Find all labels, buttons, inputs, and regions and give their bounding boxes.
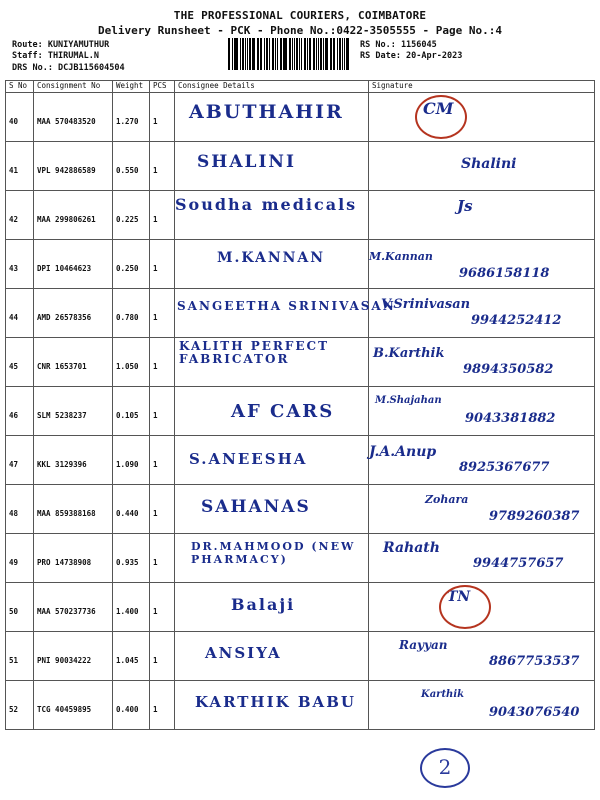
table-row xyxy=(6,289,595,338)
col-header-sno: S No xyxy=(6,81,34,93)
cell-signature xyxy=(369,387,595,436)
handwritten-phone-number: 9944252412 xyxy=(471,313,562,328)
handwritten-signature: TN xyxy=(447,589,471,605)
cell-consignee-details xyxy=(175,632,369,681)
rs-date: RS Date: 20-Apr-2023 xyxy=(360,51,463,61)
handwritten-signature: Shalini xyxy=(461,156,517,172)
cell-weight: 0.550 xyxy=(113,142,150,191)
col-header-signature: Signature xyxy=(369,81,595,93)
cell-weight: 1.090 xyxy=(113,436,150,485)
cell-consignee-details xyxy=(175,583,369,632)
staff-label: Staff: THIRUMAL.N xyxy=(12,51,99,61)
handwritten-consignee-name: M.KANNAN xyxy=(217,250,326,266)
cell-sno: 46 xyxy=(6,387,34,436)
cell-weight: 0.440 xyxy=(113,485,150,534)
handwritten-signature: Karthik xyxy=(421,689,465,700)
cell-pcs: 1 xyxy=(150,289,175,338)
handwritten-consignee-name: ANSIYA xyxy=(205,644,282,662)
cell-consignment-no: AMD 26578356 xyxy=(34,289,113,338)
cell-signature xyxy=(369,436,595,485)
handwritten-signature: B.Karthik xyxy=(373,346,445,361)
handwritten-signature: M.Shajahan xyxy=(375,395,442,406)
table-row xyxy=(6,436,595,485)
handwritten-phone-number: 9894350582 xyxy=(463,362,554,377)
cell-pcs: 1 xyxy=(150,338,175,387)
table-row xyxy=(6,240,595,289)
cell-pcs: 1 xyxy=(150,583,175,632)
col-header-consignment: Consignment No xyxy=(34,81,113,93)
handwritten-consignee-name: DR.MAHMOOD (NEW PHARMACY) xyxy=(191,540,356,566)
col-header-weight: Weight xyxy=(113,81,150,93)
handwritten-consignee-name: AF CARS xyxy=(231,401,335,422)
handwritten-phone-number: 9686158118 xyxy=(459,266,550,281)
cell-consignment-no: DPI 10464623 xyxy=(34,240,113,289)
cell-consignee-details xyxy=(175,240,369,289)
cell-consignee-details xyxy=(175,534,369,583)
cell-pcs: 1 xyxy=(150,240,175,289)
cell-sno: 43 xyxy=(6,240,34,289)
cell-sno: 48 xyxy=(6,485,34,534)
table-row xyxy=(6,583,595,632)
table-row xyxy=(6,191,595,240)
handwritten-signature: M.Kannan xyxy=(369,250,433,263)
cell-pcs: 1 xyxy=(150,681,175,730)
handwritten-consignee-name: S.ANEESHA xyxy=(189,450,308,468)
table-row xyxy=(6,534,595,583)
handwritten-signature: J.A.Anup xyxy=(369,444,437,460)
cell-sno: 50 xyxy=(6,583,34,632)
cell-pcs: 1 xyxy=(150,191,175,240)
cell-signature xyxy=(369,289,595,338)
handwritten-consignee-name: KALITH PERFECT FABRICATOR xyxy=(179,339,330,366)
table-row xyxy=(6,93,595,142)
handwritten-consignee-name: KARTHIK BABU xyxy=(195,693,356,711)
table-row xyxy=(6,632,595,681)
cell-sno: 44 xyxy=(6,289,34,338)
rs-number: RS No.: 1156045 xyxy=(360,40,437,50)
cell-consignment-no: VPL 942886589 xyxy=(34,142,113,191)
cell-consignment-no: PNI 90034222 xyxy=(34,632,113,681)
cell-consignee-details xyxy=(175,338,369,387)
cell-consignee-details xyxy=(175,485,369,534)
handwritten-signature: Js xyxy=(457,197,473,215)
handwritten-phone-number: 9944757657 xyxy=(473,556,564,571)
cell-sno: 47 xyxy=(6,436,34,485)
cell-consignment-no: MAA 570483520 xyxy=(34,93,113,142)
cell-weight: 0.105 xyxy=(113,387,150,436)
handwritten-signature: Rahath xyxy=(383,540,440,556)
cell-pcs: 1 xyxy=(150,142,175,191)
cell-consignment-no: MAA 570237736 xyxy=(34,583,113,632)
cell-consignment-no: MAA 299806261 xyxy=(34,191,113,240)
cell-pcs: 1 xyxy=(150,485,175,534)
cell-signature xyxy=(369,93,595,142)
handwritten-phone-number: 8925367677 xyxy=(459,460,550,475)
cell-pcs: 1 xyxy=(150,632,175,681)
route-label: Route: KUNIYAMUTHUR xyxy=(12,40,110,50)
cell-consignment-no: TCG 40459895 xyxy=(34,681,113,730)
handwritten-consignee-name: ABUTHAHIR xyxy=(189,101,344,123)
cell-pcs: 1 xyxy=(150,93,175,142)
cell-consignee-details xyxy=(175,436,369,485)
cell-consignment-no: PRO 14738908 xyxy=(34,534,113,583)
table-row xyxy=(6,338,595,387)
table-row xyxy=(6,387,595,436)
cell-sno: 51 xyxy=(6,632,34,681)
cell-consignee-details xyxy=(175,142,369,191)
cell-pcs: 1 xyxy=(150,387,175,436)
cell-consignee-details xyxy=(175,387,369,436)
cell-weight: 1.050 xyxy=(113,338,150,387)
drs-number: DRS No.: DCJB115604504 xyxy=(12,63,125,73)
cell-pcs: 1 xyxy=(150,436,175,485)
table-row xyxy=(6,681,595,730)
runsheet-subtitle: Delivery Runsheet - PCK - Phone No.:0422-3505555 - Page No.:4 xyxy=(98,24,502,37)
cell-weight: 0.400 xyxy=(113,681,150,730)
col-header-consignee: Consignee Details xyxy=(175,81,369,93)
cell-consignment-no: SLM 5238237 xyxy=(34,387,113,436)
cell-sno: 52 xyxy=(6,681,34,730)
handwritten-phone-number: 8867753537 xyxy=(489,654,580,669)
table-header-row xyxy=(6,81,595,93)
stamp-circle xyxy=(415,95,467,139)
cell-sno: 42 xyxy=(6,191,34,240)
cell-consignee-details xyxy=(175,191,369,240)
cell-sno: 49 xyxy=(6,534,34,583)
cell-signature xyxy=(369,240,595,289)
handwritten-phone-number: 9043381882 xyxy=(465,411,556,426)
runsheet-table xyxy=(5,80,595,730)
cell-consignment-no: CNR 1653701 xyxy=(34,338,113,387)
table-row xyxy=(6,485,595,534)
cell-weight: 1.400 xyxy=(113,583,150,632)
cell-signature xyxy=(369,681,595,730)
handwritten-consignee-name: SANGEETHA SRINIVASAN xyxy=(177,299,396,313)
cell-weight: 0.780 xyxy=(113,289,150,338)
handwritten-consignee-name: Soudha medicals xyxy=(175,195,358,214)
handwritten-phone-number: 9789260387 xyxy=(489,509,580,524)
cell-weight: 0.250 xyxy=(113,240,150,289)
cell-signature xyxy=(369,191,595,240)
cell-sno: 40 xyxy=(6,93,34,142)
cell-weight: 0.225 xyxy=(113,191,150,240)
cell-weight: 0.935 xyxy=(113,534,150,583)
cell-consignee-details xyxy=(175,93,369,142)
cell-weight: 1.045 xyxy=(113,632,150,681)
cell-sno: 41 xyxy=(6,142,34,191)
handwritten-signature: Rayyan xyxy=(399,638,448,652)
handwritten-phone-number: 9043076540 xyxy=(489,705,580,720)
handwritten-signature: Zohara xyxy=(425,493,469,506)
cell-signature xyxy=(369,142,595,191)
cell-consignment-no: KKL 3129396 xyxy=(34,436,113,485)
cell-consignee-details xyxy=(175,289,396,338)
cell-consignee-details xyxy=(175,681,369,730)
cell-consignment-no: MAA 859388168 xyxy=(34,485,113,534)
cell-sno: 45 xyxy=(6,338,34,387)
cell-weight: 1.270 xyxy=(113,93,150,142)
cell-signature xyxy=(369,485,595,534)
handwritten-signature: V.Srinivasan xyxy=(381,297,471,312)
handwritten-consignee-name: Balaji xyxy=(231,595,296,614)
barcode xyxy=(228,38,350,70)
cell-signature xyxy=(369,583,595,632)
cell-pcs: 1 xyxy=(150,534,175,583)
handwritten-consignee-name: SAHANAS xyxy=(201,497,311,517)
cell-signature xyxy=(369,534,595,583)
handwritten-consignee-name: SHALINI xyxy=(197,152,296,172)
cell-signature xyxy=(369,338,595,387)
runsheet-title: THE PROFESSIONAL COURIERS, COIMBATORE xyxy=(173,9,427,22)
stamp-circle xyxy=(439,585,491,629)
cell-signature xyxy=(369,632,595,681)
handwritten-signature: CM xyxy=(423,99,454,118)
table-row xyxy=(6,142,595,191)
col-header-pcs: PCS xyxy=(150,81,175,93)
page-corner-mark: 2 xyxy=(420,748,470,788)
